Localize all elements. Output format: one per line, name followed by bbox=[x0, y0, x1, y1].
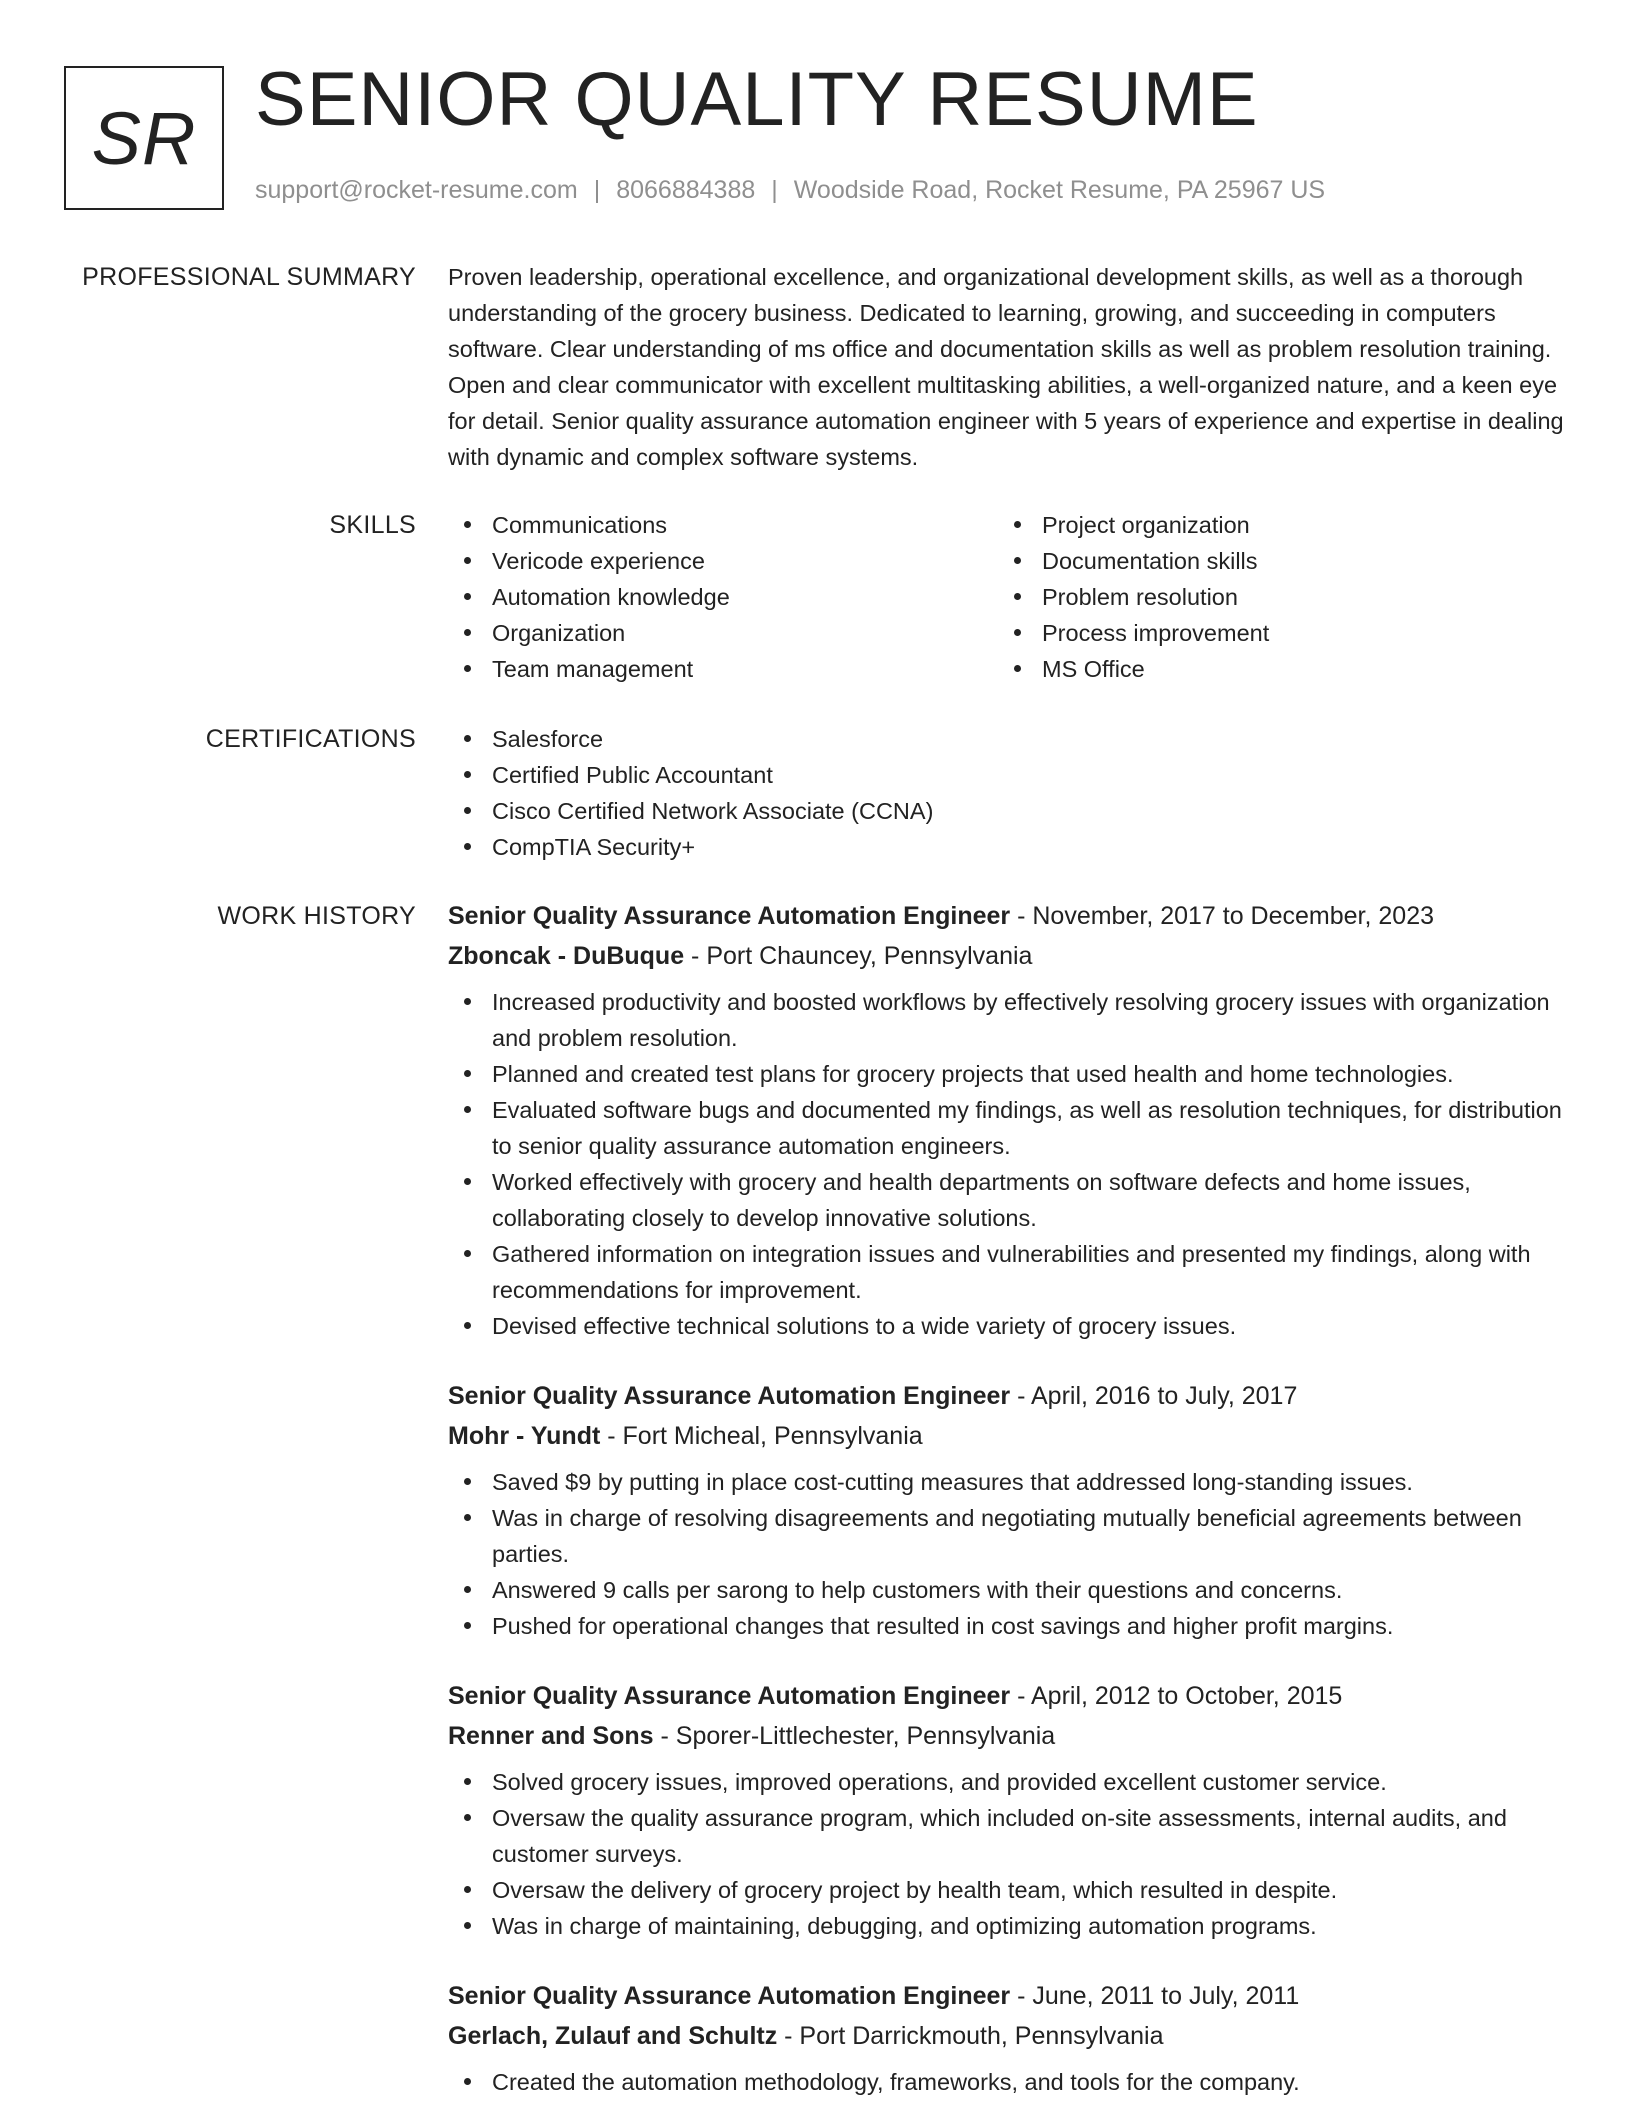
contact-email[interactable]: support@rocket-resume.com bbox=[255, 176, 578, 204]
list-item: Evaluated software bugs and documented my findings, as well as resolution techniques, for distribution to senior quality assurance automation engineers. bbox=[448, 1092, 1568, 1164]
resume-title: SENIOR QUALITY RESUME bbox=[255, 57, 1259, 142]
list-item: Process improvement bbox=[998, 615, 1548, 651]
skills-heading: SKILLS bbox=[329, 511, 416, 539]
list-item: Oversaw the quality assurance program, which included on-site assessments, internal audits, and customer surveys. bbox=[448, 1800, 1568, 1872]
contact-separator: | bbox=[593, 176, 601, 204]
list-item: Was in charge of maintaining, debugging, and optimizing automation programs. bbox=[448, 1908, 1568, 1944]
contact-line bbox=[255, 176, 1325, 205]
list-item: Gathered information on integration issues and vulnerabilities and presented my findings, along with recommendations for improvement. bbox=[448, 1236, 1568, 1308]
job-company: Gerlach, Zulauf and Schultz bbox=[448, 2022, 778, 2050]
list-item: Saved $9 by putting in place cost-cutting measures that addressed long-standing issues. bbox=[448, 1464, 1568, 1500]
skills-list-left bbox=[448, 507, 998, 687]
certifications-heading: CERTIFICATIONS bbox=[205, 725, 416, 753]
job-entry bbox=[448, 1376, 1568, 1644]
list-item: Solved grocery issues, improved operations, and provided excellent customer service. bbox=[448, 1764, 1568, 1800]
list-item: Automation knowledge bbox=[448, 579, 998, 615]
skills-body bbox=[448, 507, 1568, 687]
job-company-line bbox=[448, 1716, 1568, 1756]
job-title: Senior Quality Assurance Automation Engineer bbox=[448, 1982, 1011, 2010]
list-item: Certified Public Accountant bbox=[448, 757, 1568, 793]
job-entry bbox=[448, 1976, 1568, 2100]
contact-phone[interactable]: 8066884388 bbox=[616, 176, 756, 204]
list-item: Salesforce bbox=[448, 721, 1568, 757]
list-item: Worked effectively with grocery and health departments on software defects and home issues, collaborating closely to develop innovative solutions. bbox=[448, 1164, 1568, 1236]
list-item: Created the automation methodology, frameworks, and tools for the company. bbox=[448, 2064, 1568, 2100]
list-item: Was in charge of resolving disagreements and negotiating mutually beneficial agreements between parties. bbox=[448, 1500, 1568, 1572]
job-location: - Fort Micheal, Pennsylvania bbox=[600, 1422, 923, 1450]
summary-text: Proven leadership, operational excellence, and organizational development skills, as well as a thorough understanding of the grocery business. Dedicated to learning, growing, and succeeding in computers software. Clear understanding of ms office and documentation skills as well as problem resolution training. Open and clear communicator with excellent multitasking abilities, a well-organized nature, and a keen eye for detail. Senior quality assurance automation engineer with 5 years of experience and expertise in dealing with dynamic and complex software systems. bbox=[448, 264, 1564, 470]
job-location: - Sporer-Littlechester, Pennsylvania bbox=[653, 1722, 1056, 1750]
work-history-body bbox=[448, 896, 1568, 2112]
job-entry bbox=[448, 896, 1568, 1344]
job-title: Senior Quality Assurance Automation Engineer bbox=[448, 1382, 1011, 1410]
job-title-line bbox=[448, 896, 1568, 936]
job-bullets bbox=[448, 1764, 1568, 1944]
job-dates: - November, 2017 to December, 2023 bbox=[1010, 902, 1435, 930]
contact-separator: | bbox=[771, 176, 778, 204]
job-dates: - June, 2011 to July, 2011 bbox=[1010, 1982, 1300, 2010]
list-item: CompTIA Security+ bbox=[448, 829, 1568, 865]
monogram-initials: SR bbox=[91, 96, 197, 180]
list-item: Communications bbox=[448, 507, 998, 543]
monogram-badge bbox=[64, 66, 224, 210]
list-item: Documentation skills bbox=[998, 543, 1548, 579]
list-item: Team management bbox=[448, 651, 998, 687]
certifications-list bbox=[448, 721, 1568, 865]
job-title: Senior Quality Assurance Automation Engineer bbox=[448, 902, 1011, 930]
job-company: Mohr - Yundt bbox=[448, 1422, 601, 1450]
contact-address: Woodside Road, Rocket Resume, PA 25967 US bbox=[793, 176, 1326, 204]
list-item: Cisco Certified Network Associate (CCNA) bbox=[448, 793, 1568, 829]
job-title-line bbox=[448, 1676, 1568, 1716]
list-item: Project organization bbox=[998, 507, 1548, 543]
list-item: Pushed for operational changes that resulted in cost savings and higher profit margins. bbox=[448, 1608, 1568, 1644]
job-location: - Port Darrickmouth, Pennsylvania bbox=[777, 2022, 1164, 2050]
job-dates: - April, 2016 to July, 2017 bbox=[1010, 1382, 1298, 1410]
list-item: MS Office bbox=[998, 651, 1548, 687]
list-item: Devised effective technical solutions to a wide variety of grocery issues. bbox=[448, 1308, 1568, 1344]
job-location: - Port Chauncey, Pennsylvania bbox=[684, 942, 1033, 970]
job-entry bbox=[448, 1676, 1568, 1944]
list-item: Increased productivity and boosted workflows by effectively resolving grocery issues with organization and problem resolution. bbox=[448, 984, 1568, 1056]
list-item: Problem resolution bbox=[998, 579, 1548, 615]
job-title-line bbox=[448, 1976, 1568, 2016]
job-title-line bbox=[448, 1376, 1568, 1416]
job-dates: - April, 2012 to October, 2015 bbox=[1010, 1682, 1343, 1710]
summary-heading: PROFESSIONAL SUMMARY bbox=[82, 263, 416, 291]
skills-list-right bbox=[998, 507, 1548, 687]
job-company: Zboncak - DuBuque bbox=[448, 942, 685, 970]
list-item: Answered 9 calls per sarong to help customers with their questions and concerns. bbox=[448, 1572, 1568, 1608]
job-bullets bbox=[448, 2064, 1568, 2100]
list-item: Planned and created test plans for grocery projects that used health and home technologies. bbox=[448, 1056, 1568, 1092]
job-company-line bbox=[448, 2016, 1568, 2056]
job-company: Renner and Sons bbox=[448, 1722, 654, 1750]
job-company-line bbox=[448, 936, 1568, 976]
job-bullets bbox=[448, 984, 1568, 1344]
work-history-heading: WORK HISTORY bbox=[217, 902, 416, 930]
job-title: Senior Quality Assurance Automation Engineer bbox=[448, 1682, 1011, 1710]
list-item: Vericode experience bbox=[448, 543, 998, 579]
list-item: Organization bbox=[448, 615, 998, 651]
list-item: Oversaw the delivery of grocery project by health team, which resulted in despite. bbox=[448, 1872, 1568, 1908]
certifications-body bbox=[448, 721, 1568, 865]
job-company-line bbox=[448, 1416, 1568, 1456]
job-bullets bbox=[448, 1464, 1568, 1644]
